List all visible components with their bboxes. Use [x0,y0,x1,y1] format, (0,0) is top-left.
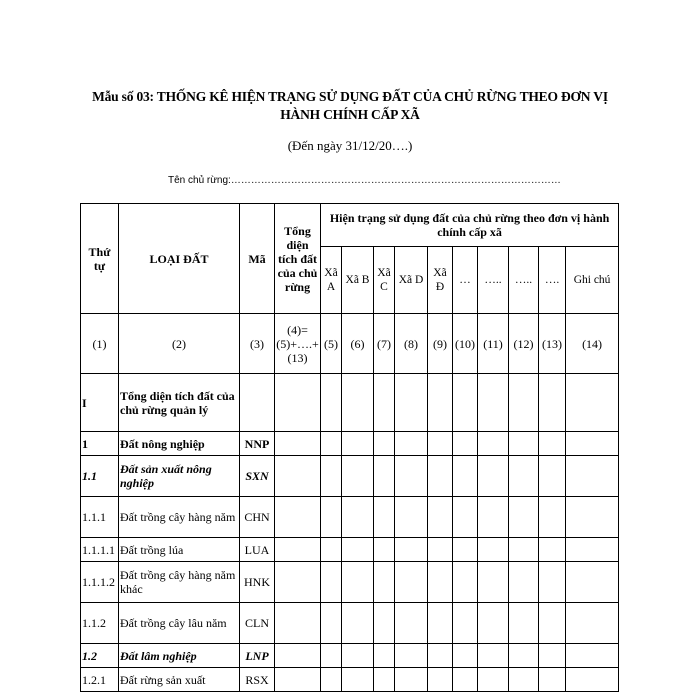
header-notes: Ghi chú [566,247,619,314]
empty-cell [509,644,539,668]
index-cell: (4)=(5)+….+(13) [275,314,321,374]
empty-cell [395,538,428,562]
empty-cell [428,668,453,692]
table-row [81,644,619,668]
empty-cell [509,668,539,692]
empty-cell [275,538,321,562]
row-code: 1.1.1.1 [81,538,119,562]
empty-cell [566,456,619,497]
empty-cell [566,562,619,603]
empty-cell [509,432,539,456]
empty-cell [453,562,478,603]
empty-cell [566,432,619,456]
header-land-type: LOẠI ĐẤT [119,204,240,314]
empty-cell [428,456,453,497]
table-row [81,497,619,538]
empty-cell [566,644,619,668]
empty-cell [478,644,509,668]
land-use-table [80,203,619,692]
index-cell: (5) [321,314,342,374]
empty-cell [374,374,395,432]
empty-cell [428,562,453,603]
empty-cell [428,538,453,562]
empty-cell [478,432,509,456]
row-land-type: Đất trồng cây hàng năm [119,497,240,538]
row-land-type: Đất rừng sản xuất [119,668,240,692]
table-row [81,668,619,692]
empty-cell [428,603,453,644]
empty-cell [342,432,374,456]
header-commune-a: Xã A [321,247,342,314]
empty-cell [321,603,342,644]
empty-cell [275,562,321,603]
index-cell: (3) [240,314,275,374]
empty-cell [374,562,395,603]
empty-cell [539,603,566,644]
empty-cell [374,644,395,668]
header-commune-c: Xã C [374,247,395,314]
empty-cell [374,668,395,692]
empty-cell [539,562,566,603]
empty-cell [478,456,509,497]
empty-cell [509,374,539,432]
index-cell: (13) [539,314,566,374]
header-total-area: Tổng diện tích đất của chủ rừng [275,204,321,314]
header-commune-group: Hiện trạng sử dụng đất của chủ rừng theo đơn vị hành chính cấp xã [321,204,619,247]
table-row [81,456,619,497]
empty-cell [321,456,342,497]
empty-cell [566,497,619,538]
empty-cell [428,497,453,538]
row-code: 1.1.2 [81,603,119,644]
empty-cell [342,562,374,603]
row-code: 1.2 [81,644,119,668]
row-code: 1.2.1 [81,668,119,692]
row-code: 1.1.1 [81,497,119,538]
empty-cell [374,538,395,562]
empty-cell [453,668,478,692]
empty-cell [275,497,321,538]
header-commune-dd: Xã Đ [428,247,453,314]
row-code: 1.1 [81,456,119,497]
row-land-type: Đất lâm nghiệp [119,644,240,668]
header-commune-b: Xã B [342,247,374,314]
empty-cell [428,432,453,456]
row-ma: LUA [240,538,275,562]
empty-cell [453,497,478,538]
index-cell: (14) [566,314,619,374]
header-col-13: …. [539,247,566,314]
table-row [81,603,619,644]
form-title: Mẫu số 03: THỐNG KÊ HIỆN TRẠNG SỬ DỤNG ĐẤT CỦA CHỦ RỪNG THEO ĐƠN VỊ HÀNH CHÍNH CẤP XÃ [92,89,608,122]
empty-cell [509,562,539,603]
table-row [81,432,619,456]
empty-cell [342,374,374,432]
header-col-12: ….. [509,247,539,314]
row-land-type: Tổng diện tích đất của chủ rừng quản lý [119,374,240,432]
header-stt: Thứ tự [81,204,119,314]
empty-cell [453,456,478,497]
index-cell: (8) [395,314,428,374]
empty-cell [342,497,374,538]
forest-owner-name-line: Tên chủ rừng:……………………………………………………………………………………… [168,175,561,186]
row-ma: CHN [240,497,275,538]
table-row [81,374,619,432]
empty-cell [275,432,321,456]
row-land-type: Đất trồng cây lâu năm [119,603,240,644]
empty-cell [275,374,321,432]
row-land-type: Đất trồng lúa [119,538,240,562]
empty-cell [395,497,428,538]
empty-cell [566,668,619,692]
row-land-type: Đất sản xuất nông nghiệp [119,456,240,497]
header-col-10: … [453,247,478,314]
row-ma: HNK [240,562,275,603]
empty-cell [374,456,395,497]
empty-cell [321,644,342,668]
row-ma: NNP [240,432,275,456]
empty-cell [453,603,478,644]
table-row [81,562,619,603]
empty-cell [539,374,566,432]
table-row [81,538,619,562]
row-code: I [81,374,119,432]
empty-cell [342,603,374,644]
empty-cell [478,374,509,432]
empty-cell [428,374,453,432]
empty-cell [395,668,428,692]
empty-cell [428,644,453,668]
header-commune-d: Xã D [395,247,428,314]
empty-cell [566,374,619,432]
empty-cell [509,603,539,644]
row-land-type: Đất trồng cây hàng năm khác [119,562,240,603]
empty-cell [566,538,619,562]
empty-cell [342,644,374,668]
empty-cell [321,374,342,432]
empty-cell [509,497,539,538]
empty-cell [342,538,374,562]
empty-cell [374,603,395,644]
empty-cell [539,432,566,456]
empty-cell [275,668,321,692]
row-code: 1.1.1.2 [81,562,119,603]
header-col-11: ….. [478,247,509,314]
empty-cell [395,374,428,432]
row-code: 1 [81,432,119,456]
empty-cell [374,497,395,538]
empty-cell [342,668,374,692]
index-cell: (6) [342,314,374,374]
index-cell: (11) [478,314,509,374]
empty-cell [275,456,321,497]
index-cell: (9) [428,314,453,374]
row-ma: RSX [240,668,275,692]
empty-cell [539,538,566,562]
empty-cell [478,562,509,603]
row-ma [240,374,275,432]
empty-cell [509,456,539,497]
empty-cell [395,603,428,644]
index-cell: (10) [453,314,478,374]
empty-cell [321,562,342,603]
row-ma: CLN [240,603,275,644]
index-cell: (2) [119,314,240,374]
column-index-row [81,314,619,374]
empty-cell [321,432,342,456]
empty-cell [275,644,321,668]
empty-cell [478,538,509,562]
empty-cell [478,668,509,692]
empty-cell [539,644,566,668]
empty-cell [478,497,509,538]
empty-cell [453,432,478,456]
index-cell: (7) [374,314,395,374]
index-cell: (1) [81,314,119,374]
empty-cell [395,562,428,603]
empty-cell [395,644,428,668]
empty-cell [395,456,428,497]
empty-cell [275,603,321,644]
empty-cell [566,603,619,644]
empty-cell [321,668,342,692]
empty-cell [539,668,566,692]
empty-cell [321,497,342,538]
empty-cell [321,538,342,562]
empty-cell [478,603,509,644]
empty-cell [453,538,478,562]
index-cell: (12) [509,314,539,374]
report-date: (Đến ngày 31/12/20….) [287,138,413,153]
empty-cell [509,538,539,562]
row-ma: LNP [240,644,275,668]
empty-cell [539,456,566,497]
row-land-type: Đất nông nghiệp [119,432,240,456]
empty-cell [374,432,395,456]
empty-cell [453,644,478,668]
empty-cell [342,456,374,497]
empty-cell [539,497,566,538]
header-code: Mã [240,204,275,314]
row-ma: SXN [240,456,275,497]
table-body [81,374,619,692]
empty-cell [453,374,478,432]
empty-cell [395,432,428,456]
